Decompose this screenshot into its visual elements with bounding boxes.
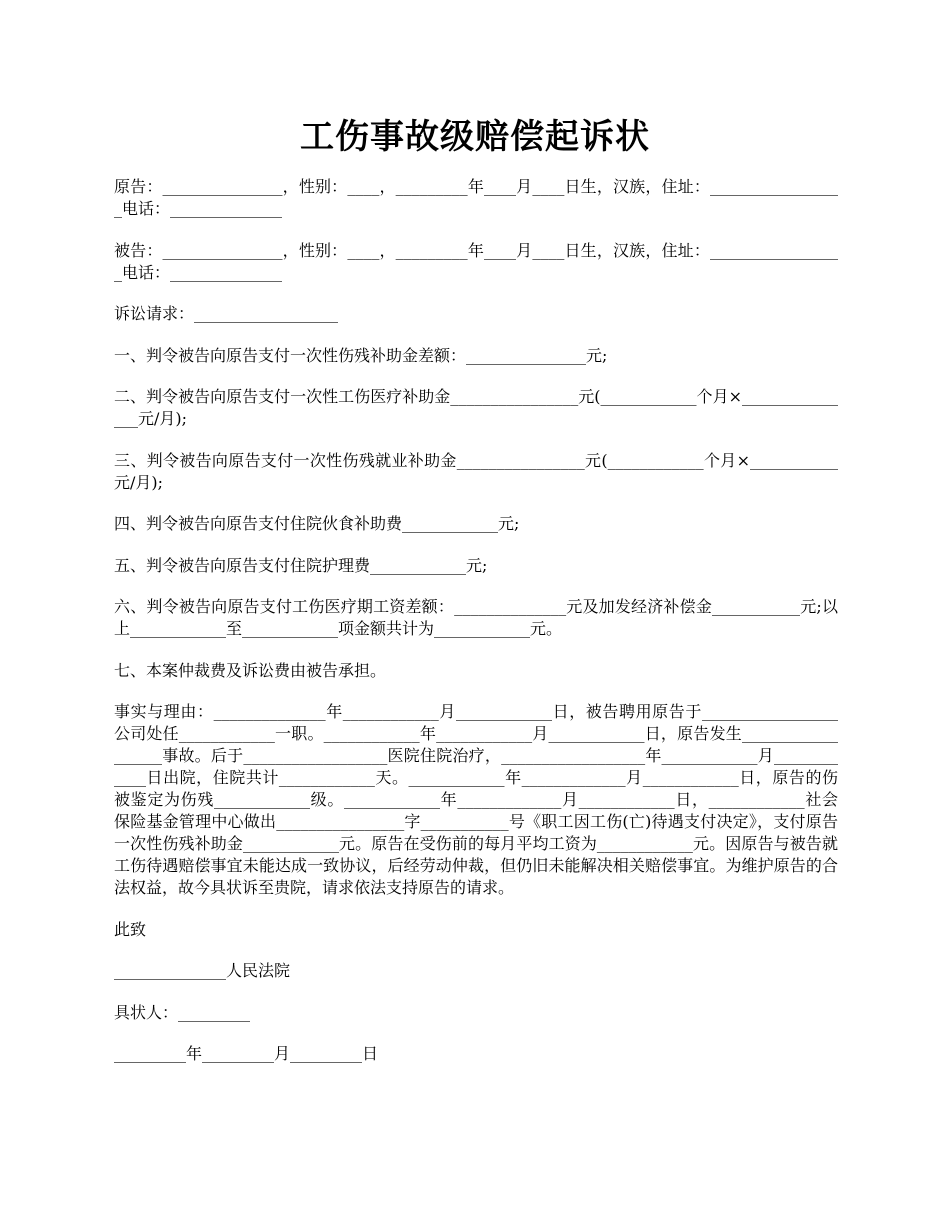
claims-heading: 诉讼请求：__________________ <box>114 304 339 323</box>
document-title: 工伤事故级赔偿起诉状 <box>300 117 650 157</box>
court-name: ______________人民法院 <box>114 961 291 980</box>
document-body <box>114 176 838 1085</box>
plaintiff-info: 原告：_______________，性别：____，_________年____月____日生，汉族，住址：_________________电话：______________ <box>114 177 838 218</box>
claim-item: 七、本案仲裁费及诉讼费由被告承担。 <box>114 660 387 680</box>
claim-item: 一、判令被告向原告支付一次性伤残补助金差额：_______________元; <box>114 345 608 365</box>
defendant-info: 被告：_______________，性别：____，_________年____月____日生，汉族，住址：_________________电话：______________ <box>114 240 838 282</box>
date-line: _________年_________月_________日 <box>114 1044 379 1063</box>
claim-item: 五、判令被告向原告支付住院护理费____________元; <box>114 555 488 575</box>
facts-and-reasons: 事实与理由：______________年____________月____________日，被告聘用原告于_________________公司处任____________一职。____________年____________月____________日，原告发生__________________事故。后于__________________医院住院治疗，__________________年____________月____________日出院，住院共计____________天。____________年_____________月____________日，原告的伤被鉴定为伤残____________级。____________年_____________月____________日，____________社会保险基金管理中心做出________________字___________号《职工因工伤(亡)待遇支付决定》，支付原告一次性伤残补助金____________元。原告在受伤前的每月平均工资为____________元。因原告与被告就工伤待遇赔偿事宜未能达成一致协议，后经劳动仲裁，但仍旧未能解决相关赔偿事宜。为维护原告的合法权益，故今具状诉至贵院，请求依法支持原告的请求。 <box>114 702 838 897</box>
claim-item: 四、判令被告向原告支付住院伙食补助费____________元; <box>114 514 520 533</box>
claim-item: 三、判令被告向原告支付一次性伤残就业补助金________________元(____________个月×___________元/月); <box>114 450 838 492</box>
signer-line: 具状人：_________ <box>114 1002 251 1022</box>
salutation: 此致 <box>114 919 147 939</box>
claim-item: 二、判令被告向原告支付一次性工伤医疗补助金________________元(____________个月×_______________元/月); <box>114 387 838 428</box>
claim-item: 六、判令被告向原告支付工伤医疗期工资差额：______________元及加发经济补偿金___________元;以上____________至____________项金额共计为____________元。 <box>114 597 838 638</box>
